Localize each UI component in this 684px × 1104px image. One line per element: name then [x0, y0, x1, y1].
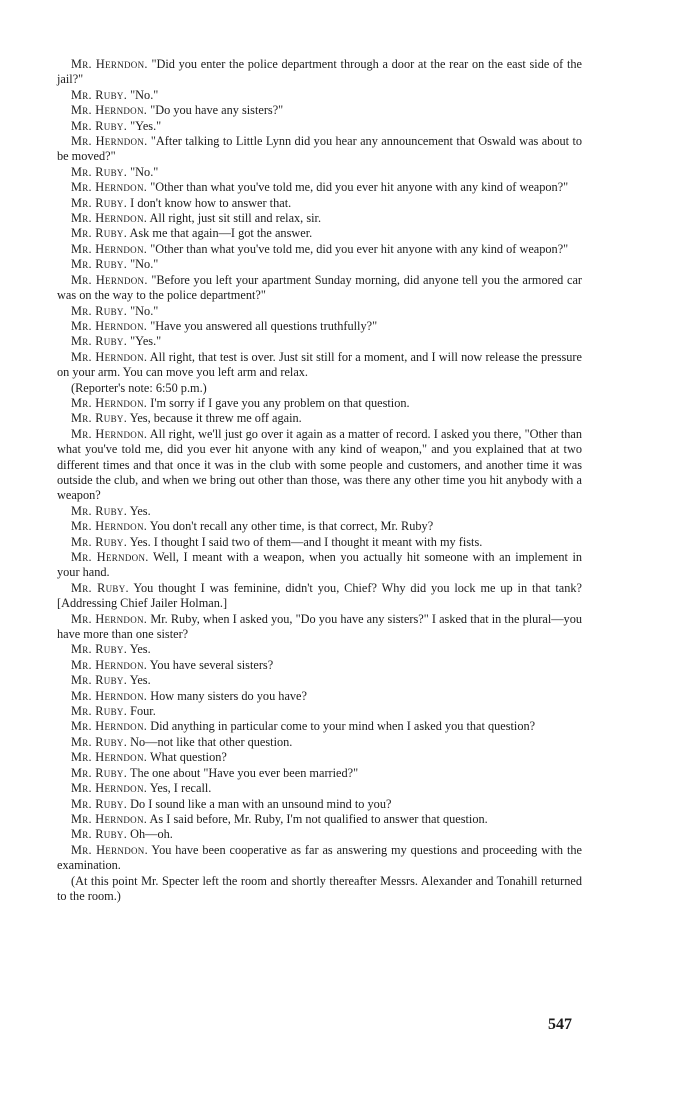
paragraph-text: "No." — [130, 303, 159, 318]
speaker-name: Mr. Herndon. — [71, 103, 148, 118]
transcript-paragraph — [57, 519, 582, 534]
transcript-paragraph — [57, 319, 582, 334]
speaker-name: Mr. Ruby. — [71, 195, 128, 210]
paragraph-text: All right, that test is over. Just sit still for a moment, and I will now release the pressure on your arm. You can move you left arm and relax. — [57, 349, 582, 380]
paragraph-text: What question? — [150, 750, 227, 765]
paragraph-text: Yes. I thought I said two of them—and I thought it meant with my fists. — [129, 534, 483, 549]
speaker-name: Mr. Herndon. — [71, 550, 149, 564]
paragraph-text: Well, I meant with a weapon, when you actually hit someone with an implement in your hand. — [57, 550, 583, 580]
transcript-paragraph — [57, 766, 582, 781]
paragraph-text: The one about "Have you ever been married?" — [129, 765, 359, 780]
transcript-paragraph — [57, 704, 582, 719]
transcript-paragraph — [57, 119, 582, 134]
transcript-paragraph — [57, 273, 582, 304]
paragraph-text: Mr. Ruby, when I asked you, "Do you have any sisters?" I asked that in the plural—you have more than one sister? — [57, 611, 583, 642]
transcript-paragraph — [57, 257, 582, 272]
paragraph-text: Yes. — [129, 503, 151, 518]
speaker-name: Mr. Herndon. — [71, 57, 148, 71]
transcript-paragraph — [57, 180, 582, 195]
transcript-paragraph — [57, 658, 582, 673]
paragraph-text: (Reporter's note: 6:50 p.m.) — [71, 380, 207, 395]
paragraph-text: "After talking to Little Lynn did you hear any announcement that Oswald was about to be moved?" — [57, 134, 583, 164]
page-number: 547 — [548, 1016, 572, 1033]
transcript-paragraph — [57, 211, 582, 226]
paragraph-text: As I said before, Mr. Ruby, I'm not qualified to answer that question. — [149, 811, 488, 826]
paragraph-text: Yes. — [129, 673, 151, 688]
paragraph-text: Oh—oh. — [130, 827, 173, 842]
paragraph-text: "No." — [130, 257, 159, 272]
speaker-name: Mr. Ruby. — [71, 87, 128, 102]
transcript-paragraph — [57, 719, 582, 734]
paragraph-text: "Have you answered all questions truthfully?" — [150, 318, 378, 333]
speaker-name: Mr. Ruby. — [71, 257, 128, 272]
paragraph-text: "Did you enter the police department through a door at the rear on the east side of the jail?" — [57, 57, 582, 87]
speaker-name: Mr. Herndon. — [71, 519, 148, 534]
transcript-paragraph — [57, 642, 582, 657]
speaker-name: Mr. Herndon. — [71, 688, 148, 703]
paragraph-text: All right, we'll just go over it again as a matter of record. I asked you there, "Other than what you've told me, did you ever hit anyone with any kind of weapon," and you explained that at two different times and that once it was in the club with some people and customers, and another time it was outside the club, and when we bring out other than those, was there any other time you hit anybody with a weapon? — [57, 426, 582, 503]
speaker-name: Mr. Herndon. — [71, 811, 148, 826]
speaker-name: Mr. Ruby. — [71, 411, 128, 426]
paragraph-text: "Do you have any sisters?" — [150, 103, 284, 118]
paragraph-text: Yes. — [129, 642, 151, 657]
transcript-paragraph — [57, 797, 582, 812]
speaker-name: Mr. Ruby. — [71, 734, 128, 749]
speaker-name: Mr. Ruby. — [71, 796, 128, 811]
transcript-paragraph — [57, 581, 582, 612]
transcript-paragraph — [57, 134, 582, 165]
transcript-paragraph — [57, 242, 582, 257]
paragraph-text: Yes, because it threw me off again. — [129, 411, 302, 426]
speaker-name: Mr. Herndon. — [71, 426, 148, 441]
speaker-name: Mr. Herndon. — [71, 211, 148, 226]
transcript-paragraph — [57, 689, 582, 704]
speaker-name: Mr. Ruby. — [71, 334, 128, 349]
paragraph-text: "Before you left your apartment Sunday morning, did anyone tell you the armored car was on the way to the police department?" — [57, 272, 583, 303]
transcript-paragraph — [57, 165, 582, 180]
paragraph-text: You thought I was feminine, didn't you, Chief? Why did you lock me up in that tank? [Addressing Chief Jailer Holman.] — [57, 580, 582, 611]
transcript-paragraph — [57, 196, 582, 211]
speaker-name: Mr. Herndon. — [71, 395, 148, 410]
paragraph-text: Ask me that again—I got the answer. — [129, 226, 313, 241]
speaker-name: Mr. Herndon. — [71, 318, 148, 333]
speaker-name: Mr. Herndon. — [71, 842, 148, 857]
transcript-paragraph — [57, 57, 582, 88]
transcript-paragraph — [57, 550, 582, 581]
transcript-paragraph — [57, 334, 582, 349]
speaker-name: Mr. Herndon. — [71, 241, 148, 256]
transcript-paragraph — [57, 827, 582, 842]
transcript-paragraph — [57, 226, 582, 241]
transcript-paragraph — [57, 504, 582, 519]
speaker-name: Mr. Ruby. — [71, 534, 128, 549]
paragraph-text: "No." — [130, 164, 159, 179]
transcript-paragraph — [57, 750, 582, 765]
speaker-name: Mr. Ruby. — [71, 765, 128, 780]
speaker-name: Mr. Ruby. — [71, 827, 128, 842]
transcript-body — [57, 57, 582, 904]
transcript-paragraph — [57, 535, 582, 550]
speaker-name: Mr. Herndon. — [71, 180, 148, 195]
transcript-paragraph — [57, 673, 582, 688]
paragraph-text: I don't know how to answer that. — [130, 195, 292, 210]
paragraph-text: Do I sound like a man with an unsound mind to you? — [130, 796, 392, 811]
transcript-paragraph — [57, 843, 582, 874]
speaker-name: Mr. Ruby. — [71, 164, 128, 179]
paragraph-text: "Yes." — [130, 334, 162, 349]
speaker-name: Mr. Ruby. — [71, 704, 128, 719]
paragraph-text: "No." — [130, 87, 159, 102]
speaker-name: Mr. Ruby. — [71, 303, 128, 318]
transcript-paragraph — [57, 427, 582, 504]
speaker-name: Mr. Ruby. — [71, 580, 129, 595]
paragraph-text: How many sisters do you have? — [150, 688, 307, 703]
paragraph-text: "Yes." — [130, 118, 162, 133]
speaker-name: Mr. Herndon. — [71, 349, 148, 364]
transcript-paragraph — [57, 350, 582, 381]
paragraph-text: No—not like that other question. — [130, 734, 293, 749]
speaker-name: Mr. Herndon. — [71, 750, 148, 765]
speaker-name: Mr. Herndon. — [71, 781, 148, 796]
transcript-paragraph — [57, 304, 582, 319]
paragraph-text: You have been cooperative as far as answering my questions and proceeding with the examination. — [57, 842, 582, 873]
paragraph-text: I'm sorry if I gave you any problem on that question. — [150, 395, 410, 410]
speaker-name: Mr. Ruby. — [71, 642, 128, 657]
paragraph-text: "Other than what you've told me, did you ever hit anyone with any kind of weapon?" — [150, 241, 569, 256]
speaker-name: Mr. Herndon. — [71, 611, 148, 626]
speaker-name: Mr. Ruby. — [71, 503, 128, 518]
paragraph-text: All right, just sit still and relax, sir. — [149, 211, 322, 226]
paragraph-text: (At this point Mr. Specter left the room and shortly thereafter Messrs. Alexander and Tonahill returned to the room.) — [57, 873, 582, 903]
transcript-paragraph — [57, 381, 582, 396]
paragraph-text: "Other than what you've told me, did you ever hit anyone with any kind of weapon?" — [150, 180, 569, 195]
transcript-paragraph — [57, 874, 582, 905]
transcript-paragraph — [57, 735, 582, 750]
paragraph-text: Four. — [130, 704, 156, 719]
transcript-paragraph — [57, 396, 582, 411]
transcript-paragraph — [57, 88, 582, 103]
speaker-name: Mr. Herndon. — [71, 657, 148, 672]
paragraph-text: Did anything in particular come to your mind when I asked you that question? — [150, 719, 536, 734]
speaker-name: Mr. Herndon. — [71, 272, 148, 287]
transcript-paragraph — [57, 103, 582, 118]
speaker-name: Mr. Herndon. — [71, 719, 148, 734]
speaker-name: Mr. Ruby. — [71, 118, 128, 133]
paragraph-text: You have several sisters? — [149, 657, 274, 672]
speaker-name: Mr. Ruby. — [71, 226, 128, 241]
paragraph-text: You don't recall any other time, is that correct, Mr. Ruby? — [149, 519, 434, 534]
transcript-paragraph — [57, 812, 582, 827]
paragraph-text: Yes, I recall. — [149, 781, 212, 796]
transcript-paragraph — [57, 781, 582, 796]
speaker-name: Mr. Ruby. — [71, 673, 128, 688]
speaker-name: Mr. Herndon. — [71, 134, 148, 149]
transcript-paragraph — [57, 612, 582, 643]
transcript-paragraph — [57, 411, 582, 426]
